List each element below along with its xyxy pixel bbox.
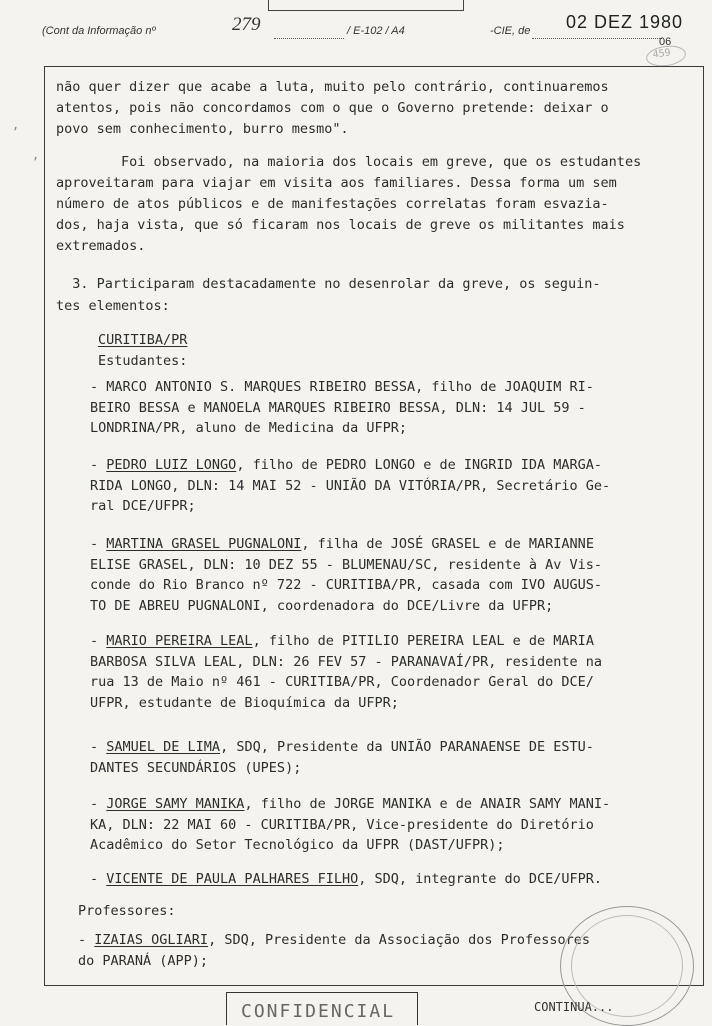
- top-stamp-box: [268, 0, 464, 11]
- student-entry-line: KA, DLN: 22 MAI 60 - CURITIBA/PR, Vice-presidente do Diretório: [90, 816, 594, 833]
- header-cie: -CIE, de: [490, 25, 531, 37]
- margin-mark: ,: [32, 148, 40, 162]
- paragraph-line: extremados.: [56, 238, 146, 254]
- student-entry-line: - JORGE SAMY MANIKA, filho de JORGE MANIKA e de ANAIR SAMY MANI-: [90, 796, 611, 812]
- student-entry-line: - PEDRO LUIZ LONGO, filho de PEDRO LONGO e de INGRID IDA MARGA-: [90, 457, 603, 473]
- student-entry-line: - MARCO ANTONIO S. MARQUES RIBEIRO BESSA, filho de JOAQUIM RI-: [90, 379, 594, 395]
- information-number: 279: [232, 14, 261, 35]
- student-entry-line: - MARIO PEREIRA LEAL, filho de PITILIO PEREIRA LEAL e de MARIA: [90, 633, 594, 649]
- student-entry-line: UFPR, estudante de Bioquímica da UFPR;: [90, 694, 399, 711]
- professors-label: Professores:: [78, 903, 176, 919]
- paragraph-line: povo sem conhecimento, burro mesmo".: [56, 121, 349, 137]
- student-entry-line: BARBOSA SILVA LEAL, DLN: 26 FEV 57 - PARANAVAÍ/PR, residente na: [90, 653, 603, 670]
- student-entry-line: DANTES SECUNDÁRIOS (UPES);: [90, 759, 302, 776]
- header-dotted-line: [532, 38, 662, 39]
- header-dotted-line: [274, 38, 344, 39]
- paragraph-line: não quer dizer que acabe a luta, muito pelo contrário, continuaremos: [56, 79, 609, 95]
- document-header: [42, 12, 700, 46]
- continues-label: CONTINUA...: [534, 1000, 614, 1014]
- student-entry-line: LONDRINA/PR, aluno de Medicina da UFPR;: [90, 420, 407, 436]
- students-label: Estudantes:: [98, 353, 188, 369]
- professor-entry-line: do PARANÁ (APP);: [78, 953, 209, 969]
- paragraph-line: número de atos públicos e de manifestações correlatas foram esvazia-: [56, 196, 609, 212]
- student-entry-line: ral DCE/UFPR;: [90, 498, 196, 514]
- header-label: (Cont da Informação nº: [42, 25, 156, 37]
- confidential-stamp: CONFIDENCIAL: [226, 992, 418, 1025]
- margin-mark: ,: [12, 118, 20, 132]
- paragraph-line: dos, haja vista, que só ficaram nos locais de greve os militantes mais: [56, 217, 625, 233]
- corner-handwritten-mark: 459: [645, 43, 687, 68]
- paragraph-line: tes elementos:: [56, 298, 170, 314]
- student-entry-line: rua 13 de Maio nº 461 - CURITIBA/PR, Coordenador Geral do DCE/: [90, 674, 594, 690]
- paragraph-line: aproveitaram para viajar em visita aos familiares. Dessa forma um sem: [56, 175, 617, 191]
- student-entry-line: ELISE GRASEL, DLN: 10 DEZ 55 - BLUMENAU/SC, residente à Av Vis-: [90, 556, 603, 573]
- student-entry-line: - SAMUEL DE LIMA, SDQ, Presidente da UNIÃO PARANAENSE DE ESTU-: [90, 739, 594, 755]
- student-entry-line: conde do Rio Branco nº 722 - CURITIBA/PR, casada com IVO AUGUS-: [90, 577, 603, 593]
- student-entry-line: - VICENTE DE PAULA PALHARES FILHO, SDQ, integrante do DCE/UFPR.: [90, 871, 603, 887]
- paragraph-line: atentos, pois não concordamos com o que o Governo pretende: deixar o: [56, 100, 609, 116]
- header-date: 02 DEZ 1980: [566, 12, 684, 32]
- student-entry-line: RIDA LONGO, DLN: 14 MAI 52 - UNIÃO DA VITÓRIA/PR, Secretário Ge-: [90, 477, 611, 494]
- student-entry-line: Acadêmico do Setor Tecnológico da UFPR (DAST/UFPR);: [90, 837, 505, 853]
- student-entry-line: BEIRO BESSA e MANOELA MARQUES RIBEIRO BESSA, DLN: 14 JUL 59 -: [90, 399, 586, 416]
- paragraph-line: 3. Participaram destacadamente no desenrolar da greve, os seguin-: [56, 276, 601, 292]
- paragraph-line: Foi observado, na maioria dos locais em greve, que os estudantes: [56, 154, 642, 170]
- student-entry-line: - MARTINA GRASEL PUGNALONI, filha de JOSÉ GRASEL e de MARIANNE: [90, 536, 594, 552]
- city-heading: CURITIBA/PR: [98, 332, 188, 348]
- student-entry-line: TO DE ABREU PUGNALONI, coordenadora do DCE/Livre da UFPR;: [90, 597, 554, 614]
- page-number: 06: [659, 36, 672, 48]
- professor-entry-line: - IZAIAS OGLIARI, SDQ, Presidente da Associação dos Professores: [78, 932, 591, 948]
- header-code: / E-102 / A4: [347, 25, 405, 37]
